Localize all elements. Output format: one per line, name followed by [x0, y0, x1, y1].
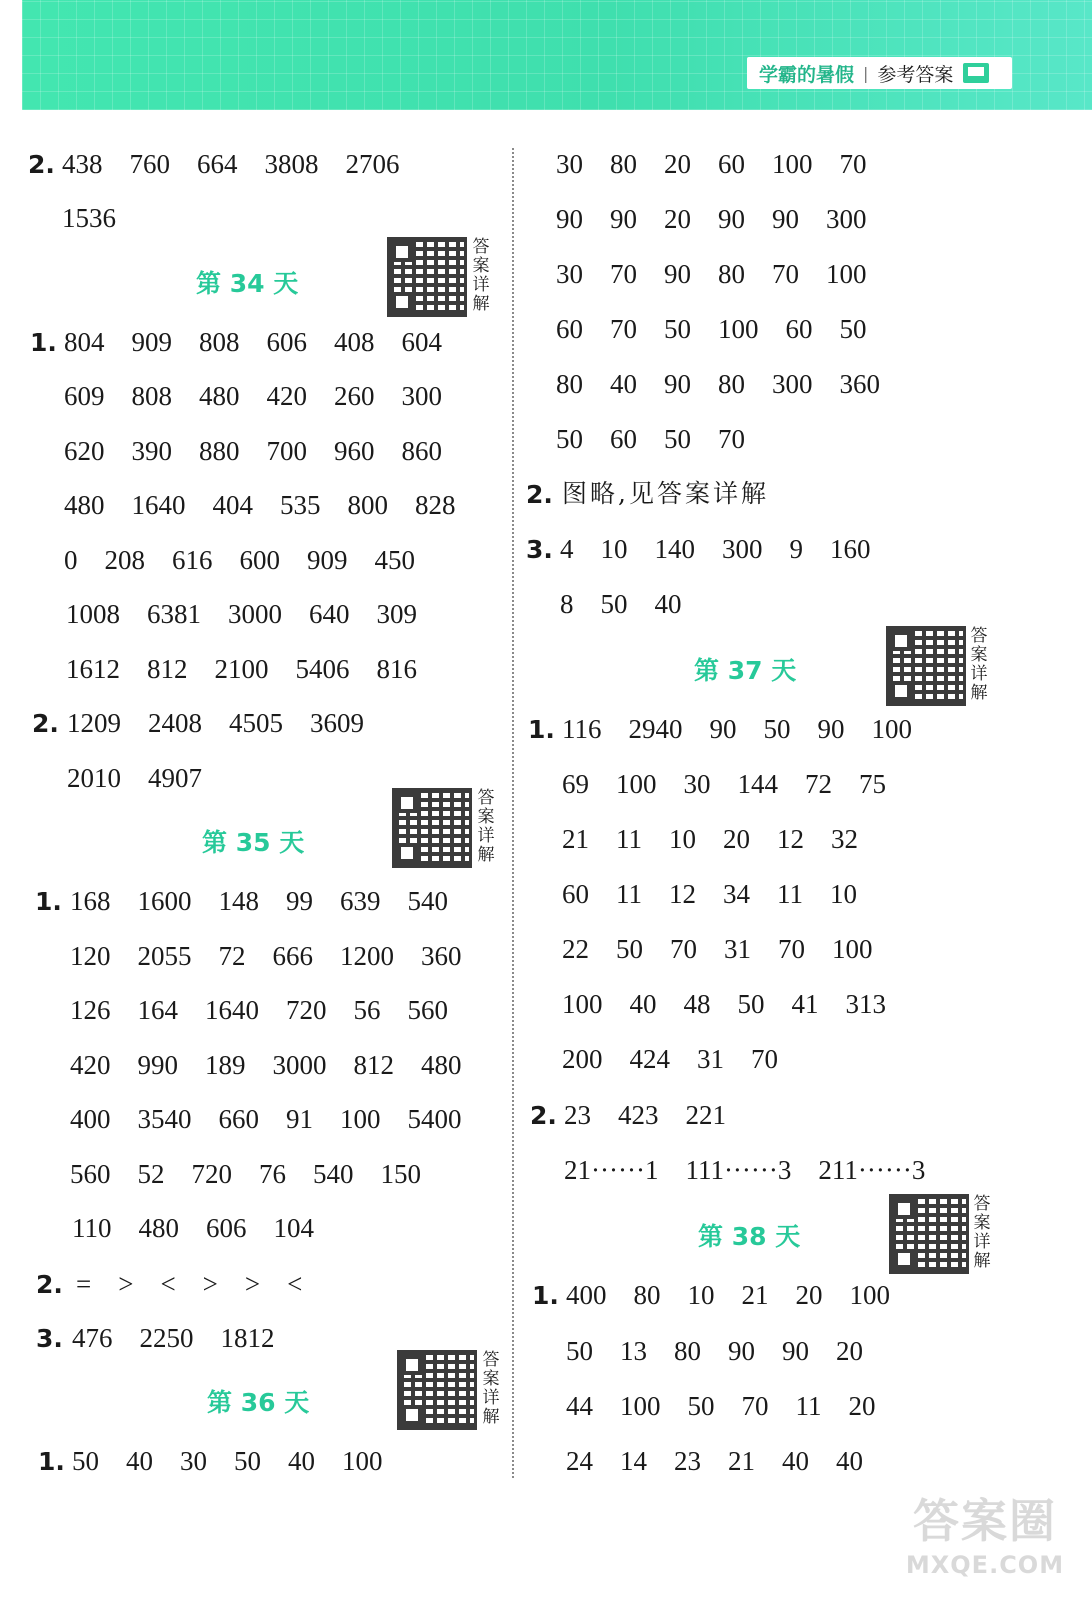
answer-row: 1008 6381 3000 640 309	[66, 599, 417, 629]
answer-row: 2010 4907	[67, 763, 202, 793]
qr-code-icon[interactable]	[387, 237, 467, 317]
answer-row: 21 11 10 20 12 32	[562, 824, 858, 854]
qr-label: 答案详解	[970, 626, 988, 703]
answer-row: 22 50 70 31 70 100	[562, 934, 873, 964]
qr-code-icon[interactable]	[397, 1350, 477, 1430]
answer-row: 420 990 189 3000 812 480	[70, 1050, 462, 1080]
answer-row: 60 70 50 100 60 50	[556, 314, 867, 344]
qr-label: 答案详解	[973, 1194, 991, 1271]
answer-row: 804 909 808 606 408 604	[64, 327, 442, 357]
answer-row: 1536	[62, 203, 116, 233]
question-number: 3.	[36, 1324, 63, 1353]
question-number: 1.	[532, 1281, 559, 1310]
answer-row: 400 3540 660 91 100 5400	[70, 1104, 462, 1134]
qr-label: 答案详解	[482, 1350, 500, 1427]
question-number: 2.	[28, 150, 55, 179]
qr-code-icon[interactable]	[886, 626, 966, 706]
answer-row: 50 13 80 90 90 20	[566, 1336, 863, 1366]
answer-row: 50 60 50 70	[556, 424, 745, 454]
answer-row: 120 2055 72 666 1200 360	[70, 941, 462, 971]
answer-row: 4 10 140 300 9 160	[560, 534, 871, 564]
section-title: 参考答案	[877, 63, 954, 86]
answer-row: 168 1600 148 99 639 540	[70, 886, 448, 916]
answer-row: 620 390 880 700 960 860	[64, 436, 442, 466]
answer-row: 126 164 1640 720 56 560	[70, 995, 448, 1025]
brand-title: 学霸的暑假	[759, 63, 855, 86]
answer-row: 560 52 720 76 540 150	[70, 1159, 421, 1189]
column-divider	[512, 148, 514, 1478]
qr-code-icon[interactable]	[889, 1194, 969, 1274]
answer-row: 438 760 664 3808 2706	[62, 149, 400, 179]
qr-label: 答案详解	[477, 788, 495, 865]
question-number: 2.	[526, 480, 553, 509]
answer-row: 24 14 23 21 40 40	[566, 1446, 863, 1476]
question-number: 1.	[38, 1447, 65, 1476]
answer-row: 21······1 111······3 211······3	[564, 1155, 926, 1185]
question-number: 2.	[530, 1101, 557, 1130]
question-number: 1.	[35, 887, 62, 916]
question-number: 3.	[526, 535, 553, 564]
watermark	[900, 1485, 1070, 1585]
header-banner	[22, 0, 1092, 110]
header-separator: |	[863, 63, 869, 83]
qr-code-icon[interactable]	[392, 788, 472, 868]
answer-text: 图略,见答案详解	[562, 479, 769, 508]
day-37-title: 第 37 天	[694, 656, 797, 685]
answer-row: 30 80 20 60 100 70	[556, 149, 867, 179]
answer-row: 30 70 90 80 70 100	[556, 259, 867, 289]
day-35-title: 第 35 天	[202, 828, 305, 857]
answer-row: 90 90 20 90 90 300	[556, 204, 867, 234]
answer-row: 609 808 480 420 260 300	[64, 381, 442, 411]
question-number: 2.	[32, 709, 59, 738]
qr-label: 答案详解	[472, 237, 490, 314]
header-bar	[747, 57, 1012, 89]
answer-row: 400 80 10 21 20 100	[566, 1280, 890, 1310]
question-number: 2.	[36, 1270, 63, 1299]
watermark-logo: 答案圈	[913, 1494, 1057, 1548]
answer-row: 0 208 616 600 909 450	[64, 545, 415, 575]
answer-row: 1612 812 2100 5406 816	[66, 654, 417, 684]
answer-row: 50 40 30 50 40 100	[72, 1446, 383, 1476]
answer-row: 480 1640 404 535 800 828	[64, 490, 456, 520]
question-number: 1.	[528, 715, 555, 744]
answer-row: 44 100 50 70 11 20	[566, 1391, 876, 1421]
answer-row: 80 40 90 80 300 360	[556, 369, 880, 399]
answer-row: 200 424 31 70	[562, 1044, 778, 1074]
question-number: 1.	[30, 328, 57, 357]
answer-row: 8 50 40	[560, 589, 682, 619]
watermark-url: MXQE.COM	[905, 1551, 1065, 1579]
answer-row: = > < > > <	[76, 1269, 303, 1299]
answer-row: 116 2940 90 50 90 100	[562, 714, 912, 744]
answer-row: 23 423 221	[564, 1100, 726, 1130]
answer-row: 476 2250 1812	[72, 1323, 275, 1353]
book-icon	[963, 63, 989, 83]
answer-row: 60 11 12 34 11 10	[562, 879, 857, 909]
answer-row: 110 480 606 104	[72, 1213, 314, 1243]
day-36-title: 第 36 天	[207, 1388, 310, 1417]
answer-row: 1209 2408 4505 3609	[67, 708, 364, 738]
answer-row: 100 40 48 50 41 313	[562, 989, 886, 1019]
answer-row: 69 100 30 144 72 75	[562, 769, 886, 799]
day-38-title: 第 38 天	[698, 1222, 801, 1251]
day-34-title: 第 34 天	[196, 269, 299, 298]
